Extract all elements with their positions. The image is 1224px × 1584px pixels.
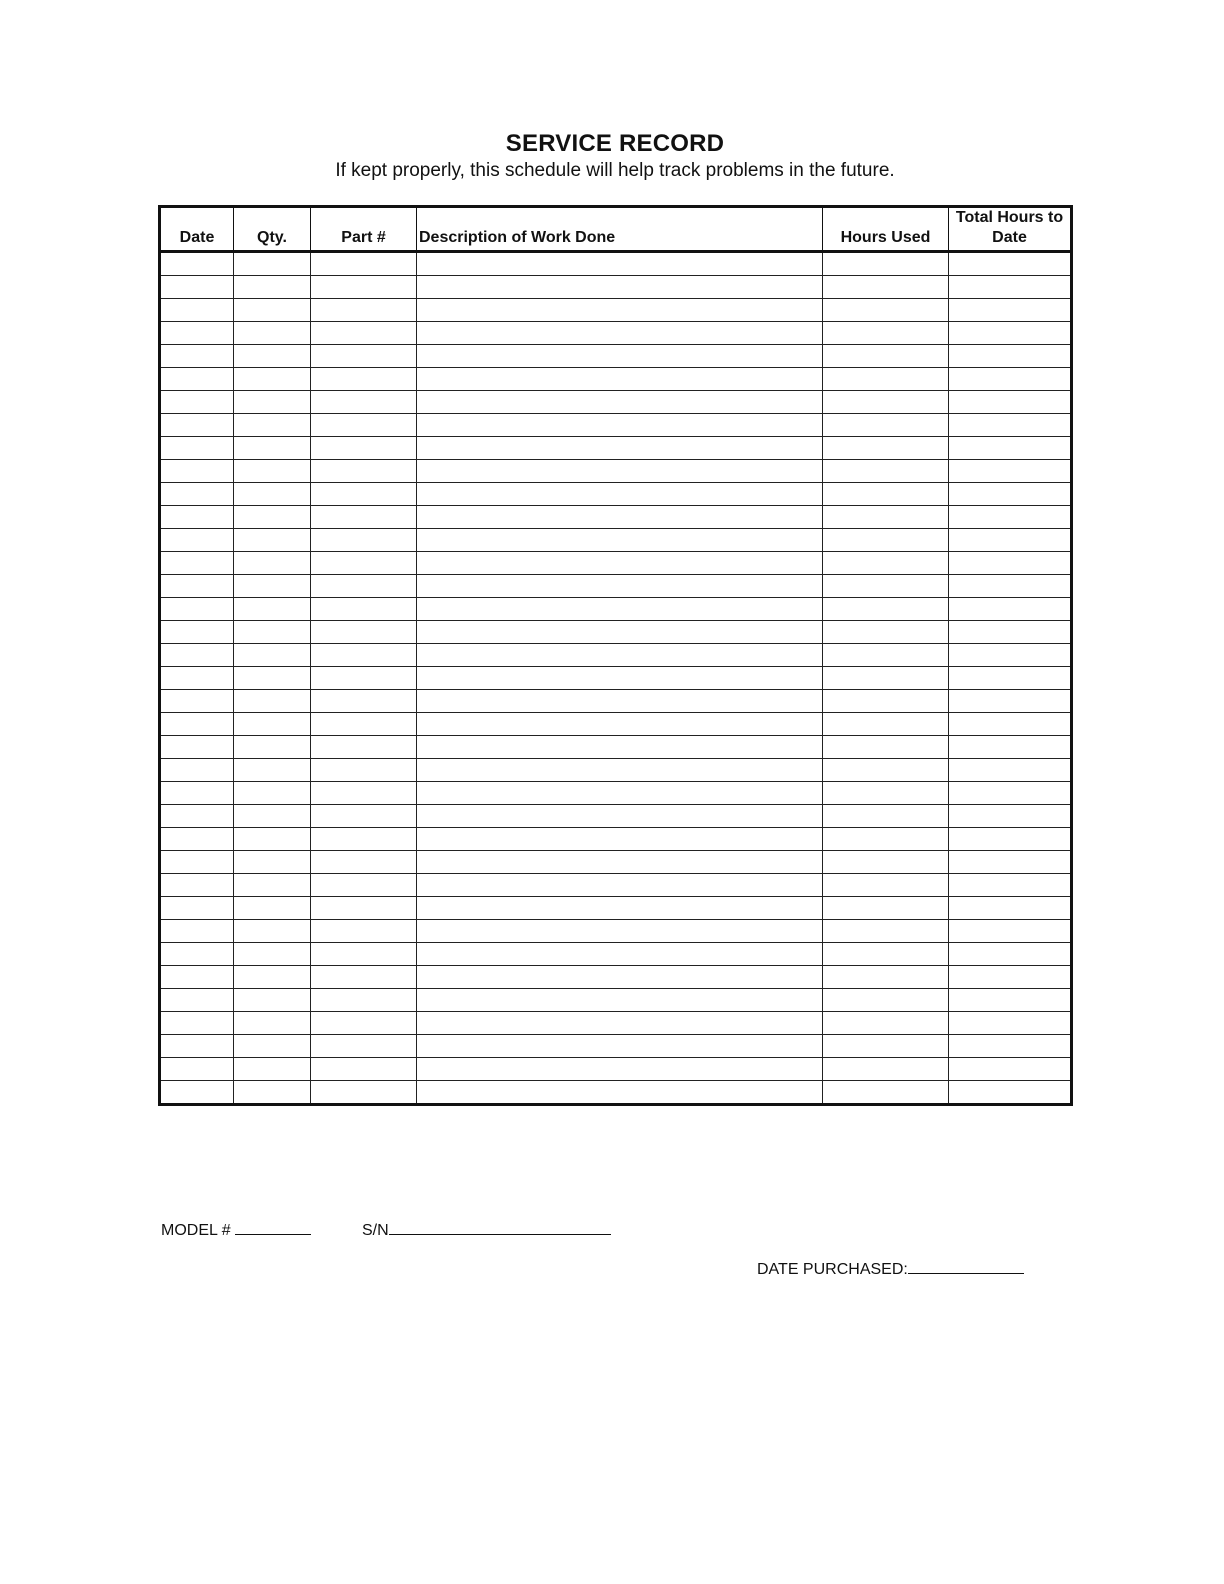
table-cell-total_hours[interactable] bbox=[949, 391, 1072, 414]
table-cell-total_hours[interactable] bbox=[949, 874, 1072, 897]
table-row bbox=[160, 621, 1072, 644]
table-cell-qty[interactable] bbox=[234, 414, 311, 437]
table-cell-qty[interactable] bbox=[234, 506, 311, 529]
table-cell-date[interactable] bbox=[160, 759, 234, 782]
table-cell-total_hours[interactable] bbox=[949, 667, 1072, 690]
table-cell-part[interactable] bbox=[311, 1012, 417, 1035]
table-row bbox=[160, 345, 1072, 368]
table-cell-hours_used[interactable] bbox=[823, 368, 949, 391]
table-row bbox=[160, 506, 1072, 529]
table-row bbox=[160, 736, 1072, 759]
table-cell-hours_used[interactable] bbox=[823, 667, 949, 690]
table-cell-qty[interactable] bbox=[234, 276, 311, 299]
table-cell-total_hours[interactable] bbox=[949, 529, 1072, 552]
table-cell-part[interactable] bbox=[311, 437, 417, 460]
table-row bbox=[160, 667, 1072, 690]
table-cell-part[interactable] bbox=[311, 759, 417, 782]
table-cell-hours_used[interactable] bbox=[823, 345, 949, 368]
table-cell-date[interactable] bbox=[160, 874, 234, 897]
table-cell-date[interactable] bbox=[160, 575, 234, 598]
table-row bbox=[160, 299, 1072, 322]
table-cell-part[interactable] bbox=[311, 690, 417, 713]
table-cell-total_hours[interactable] bbox=[949, 736, 1072, 759]
table-cell-qty[interactable] bbox=[234, 851, 311, 874]
table-cell-qty[interactable] bbox=[234, 1081, 311, 1105]
table-cell-description[interactable] bbox=[417, 276, 823, 299]
table-cell-qty[interactable] bbox=[234, 920, 311, 943]
table-cell-part[interactable] bbox=[311, 460, 417, 483]
date-purchased-label: DATE PURCHASED: bbox=[757, 1261, 908, 1278]
table-header-row bbox=[160, 207, 1072, 252]
table-cell-total_hours[interactable] bbox=[949, 989, 1072, 1012]
table-cell-total_hours[interactable] bbox=[949, 506, 1072, 529]
table-cell-qty[interactable] bbox=[234, 483, 311, 506]
table-cell-part[interactable] bbox=[311, 391, 417, 414]
table-cell-description[interactable] bbox=[417, 252, 823, 276]
table-cell-total_hours[interactable] bbox=[949, 460, 1072, 483]
table-cell-qty[interactable] bbox=[234, 437, 311, 460]
table-cell-total_hours[interactable] bbox=[949, 782, 1072, 805]
table-cell-total_hours[interactable] bbox=[949, 621, 1072, 644]
table-row bbox=[160, 1035, 1072, 1058]
table-cell-hours_used[interactable] bbox=[823, 759, 949, 782]
table-cell-qty[interactable] bbox=[234, 782, 311, 805]
table-cell-total_hours[interactable] bbox=[949, 414, 1072, 437]
table-cell-hours_used[interactable] bbox=[823, 252, 949, 276]
table-cell-hours_used[interactable] bbox=[823, 989, 949, 1012]
table-cell-total_hours[interactable] bbox=[949, 437, 1072, 460]
table-row bbox=[160, 529, 1072, 552]
table-row bbox=[160, 1081, 1072, 1105]
table-cell-date[interactable] bbox=[160, 322, 234, 345]
table-row bbox=[160, 805, 1072, 828]
table-cell-date[interactable] bbox=[160, 598, 234, 621]
table-cell-qty[interactable] bbox=[234, 552, 311, 575]
table-cell-qty[interactable] bbox=[234, 299, 311, 322]
table-cell-part[interactable] bbox=[311, 989, 417, 1012]
table-cell-part[interactable] bbox=[311, 897, 417, 920]
table-row bbox=[160, 920, 1072, 943]
table-cell-part[interactable] bbox=[311, 874, 417, 897]
table-cell-description[interactable] bbox=[417, 989, 823, 1012]
table-cell-qty[interactable] bbox=[234, 874, 311, 897]
table-cell-date[interactable] bbox=[160, 1035, 234, 1058]
column-header-part: Part # bbox=[311, 207, 417, 252]
table-cell-qty[interactable] bbox=[234, 736, 311, 759]
table-cell-description[interactable] bbox=[417, 460, 823, 483]
table-row bbox=[160, 483, 1072, 506]
table-cell-description[interactable] bbox=[417, 414, 823, 437]
table-cell-qty[interactable] bbox=[234, 621, 311, 644]
table-cell-total_hours[interactable] bbox=[949, 276, 1072, 299]
table-cell-qty[interactable] bbox=[234, 713, 311, 736]
table-cell-part[interactable] bbox=[311, 644, 417, 667]
table-cell-hours_used[interactable] bbox=[823, 1081, 949, 1105]
table-cell-part[interactable] bbox=[311, 805, 417, 828]
table-cell-part[interactable] bbox=[311, 736, 417, 759]
table-row bbox=[160, 690, 1072, 713]
table-row bbox=[160, 874, 1072, 897]
table-cell-part[interactable] bbox=[311, 506, 417, 529]
table-cell-part[interactable] bbox=[311, 851, 417, 874]
table-cell-date[interactable] bbox=[160, 943, 234, 966]
table-cell-date[interactable] bbox=[160, 782, 234, 805]
table-cell-date[interactable] bbox=[160, 276, 234, 299]
table-cell-description[interactable] bbox=[417, 345, 823, 368]
form-subtitle: If kept properly, this schedule will help track problems in the future. bbox=[335, 160, 895, 181]
table-cell-date[interactable] bbox=[160, 460, 234, 483]
table-cell-description[interactable] bbox=[417, 713, 823, 736]
table-cell-hours_used[interactable] bbox=[823, 851, 949, 874]
table-row bbox=[160, 368, 1072, 391]
table-cell-part[interactable] bbox=[311, 552, 417, 575]
table-cell-date[interactable] bbox=[160, 736, 234, 759]
table-cell-part[interactable] bbox=[311, 920, 417, 943]
table-cell-description[interactable] bbox=[417, 483, 823, 506]
table-row bbox=[160, 322, 1072, 345]
table-cell-total_hours[interactable] bbox=[949, 552, 1072, 575]
table-cell-hours_used[interactable] bbox=[823, 782, 949, 805]
table-cell-total_hours[interactable] bbox=[949, 690, 1072, 713]
table-cell-total_hours[interactable] bbox=[949, 966, 1072, 989]
table-body bbox=[160, 252, 1072, 1105]
table-cell-part[interactable] bbox=[311, 529, 417, 552]
table-cell-total_hours[interactable] bbox=[949, 299, 1072, 322]
table-cell-total_hours[interactable] bbox=[949, 252, 1072, 276]
table-cell-description[interactable] bbox=[417, 437, 823, 460]
serial-number-input[interactable] bbox=[389, 1220, 611, 1235]
table-cell-hours_used[interactable] bbox=[823, 644, 949, 667]
table-cell-date[interactable] bbox=[160, 966, 234, 989]
table-cell-date[interactable] bbox=[160, 989, 234, 1012]
table-cell-hours_used[interactable] bbox=[823, 276, 949, 299]
table-cell-date[interactable] bbox=[160, 805, 234, 828]
table-cell-description[interactable] bbox=[417, 851, 823, 874]
table-cell-date[interactable] bbox=[160, 828, 234, 851]
table-cell-hours_used[interactable] bbox=[823, 322, 949, 345]
table-cell-description[interactable] bbox=[417, 575, 823, 598]
table-cell-hours_used[interactable] bbox=[823, 690, 949, 713]
table-cell-total_hours[interactable] bbox=[949, 345, 1072, 368]
table-cell-date[interactable] bbox=[160, 1058, 234, 1081]
table-cell-part[interactable] bbox=[311, 483, 417, 506]
table-cell-hours_used[interactable] bbox=[823, 874, 949, 897]
table-cell-date[interactable] bbox=[160, 483, 234, 506]
table-cell-total_hours[interactable] bbox=[949, 575, 1072, 598]
table-cell-qty[interactable] bbox=[234, 575, 311, 598]
date-purchased-input[interactable] bbox=[908, 1259, 1024, 1274]
model-label: MODEL # bbox=[161, 1222, 231, 1239]
table-cell-qty[interactable] bbox=[234, 460, 311, 483]
table-cell-part[interactable] bbox=[311, 966, 417, 989]
table-cell-description[interactable] bbox=[417, 943, 823, 966]
table-row bbox=[160, 391, 1072, 414]
table-cell-hours_used[interactable] bbox=[823, 828, 949, 851]
table-cell-part[interactable] bbox=[311, 621, 417, 644]
table-row bbox=[160, 644, 1072, 667]
table-row bbox=[160, 966, 1072, 989]
table-cell-date[interactable] bbox=[160, 299, 234, 322]
table-cell-part[interactable] bbox=[311, 276, 417, 299]
table-cell-qty[interactable] bbox=[234, 805, 311, 828]
table-row bbox=[160, 598, 1072, 621]
table-cell-date[interactable] bbox=[160, 713, 234, 736]
table-row bbox=[160, 414, 1072, 437]
table-cell-hours_used[interactable] bbox=[823, 598, 949, 621]
table-cell-date[interactable] bbox=[160, 252, 234, 276]
table-cell-date[interactable] bbox=[160, 897, 234, 920]
table-cell-hours_used[interactable] bbox=[823, 552, 949, 575]
table-cell-total_hours[interactable] bbox=[949, 1058, 1072, 1081]
table-cell-description[interactable] bbox=[417, 1081, 823, 1105]
table-row bbox=[160, 713, 1072, 736]
date-purchased-field bbox=[757, 1259, 1024, 1279]
serial-number-label: S/N bbox=[362, 1222, 389, 1239]
table-cell-hours_used[interactable] bbox=[823, 575, 949, 598]
table-cell-qty[interactable] bbox=[234, 391, 311, 414]
table-cell-description[interactable] bbox=[417, 690, 823, 713]
table-cell-date[interactable] bbox=[160, 1012, 234, 1035]
table-cell-description[interactable] bbox=[417, 805, 823, 828]
table-row bbox=[160, 575, 1072, 598]
table-cell-part[interactable] bbox=[311, 828, 417, 851]
table-cell-total_hours[interactable] bbox=[949, 851, 1072, 874]
table-cell-description[interactable] bbox=[417, 920, 823, 943]
table-row bbox=[160, 828, 1072, 851]
table-cell-date[interactable] bbox=[160, 920, 234, 943]
table-cell-date[interactable] bbox=[160, 437, 234, 460]
table-cell-date[interactable] bbox=[160, 368, 234, 391]
table-row bbox=[160, 1058, 1072, 1081]
table-cell-qty[interactable] bbox=[234, 690, 311, 713]
table-cell-hours_used[interactable] bbox=[823, 1035, 949, 1058]
column-header-total-hours: Total Hours to Date bbox=[949, 207, 1072, 252]
table-cell-total_hours[interactable] bbox=[949, 943, 1072, 966]
table-cell-hours_used[interactable] bbox=[823, 920, 949, 943]
table-cell-part[interactable] bbox=[311, 414, 417, 437]
model-input[interactable] bbox=[235, 1220, 311, 1235]
table-cell-date[interactable] bbox=[160, 391, 234, 414]
table-cell-description[interactable] bbox=[417, 644, 823, 667]
table-cell-qty[interactable] bbox=[234, 897, 311, 920]
table-cell-hours_used[interactable] bbox=[823, 460, 949, 483]
table-cell-part[interactable] bbox=[311, 252, 417, 276]
table-cell-qty[interactable] bbox=[234, 598, 311, 621]
table-cell-hours_used[interactable] bbox=[823, 299, 949, 322]
table-cell-date[interactable] bbox=[160, 690, 234, 713]
table-cell-part[interactable] bbox=[311, 368, 417, 391]
table-cell-description[interactable] bbox=[417, 1035, 823, 1058]
table-cell-qty[interactable] bbox=[234, 989, 311, 1012]
table-cell-date[interactable] bbox=[160, 506, 234, 529]
table-row bbox=[160, 552, 1072, 575]
table-cell-hours_used[interactable] bbox=[823, 1012, 949, 1035]
table-cell-total_hours[interactable] bbox=[949, 713, 1072, 736]
table-cell-hours_used[interactable] bbox=[823, 391, 949, 414]
table-cell-date[interactable] bbox=[160, 529, 234, 552]
table-cell-date[interactable] bbox=[160, 345, 234, 368]
table-row bbox=[160, 897, 1072, 920]
table-cell-part[interactable] bbox=[311, 1058, 417, 1081]
table-cell-description[interactable] bbox=[417, 897, 823, 920]
table-cell-qty[interactable] bbox=[234, 322, 311, 345]
form-title: SERVICE RECORD bbox=[505, 130, 725, 157]
table-cell-qty[interactable] bbox=[234, 759, 311, 782]
column-header-qty: Qty. bbox=[234, 207, 311, 252]
table-cell-part[interactable] bbox=[311, 943, 417, 966]
table-cell-date[interactable] bbox=[160, 1081, 234, 1105]
table-cell-total_hours[interactable] bbox=[949, 644, 1072, 667]
table-cell-description[interactable] bbox=[417, 1012, 823, 1035]
table-row bbox=[160, 252, 1072, 276]
table-cell-hours_used[interactable] bbox=[823, 414, 949, 437]
table-cell-description[interactable] bbox=[417, 828, 823, 851]
table-cell-description[interactable] bbox=[417, 874, 823, 897]
table-cell-date[interactable] bbox=[160, 621, 234, 644]
table-cell-description[interactable] bbox=[417, 621, 823, 644]
table-cell-total_hours[interactable] bbox=[949, 805, 1072, 828]
table-cell-qty[interactable] bbox=[234, 345, 311, 368]
table-cell-total_hours[interactable] bbox=[949, 368, 1072, 391]
table-cell-qty[interactable] bbox=[234, 1012, 311, 1035]
table-cell-part[interactable] bbox=[311, 1035, 417, 1058]
table-cell-total_hours[interactable] bbox=[949, 828, 1072, 851]
table-cell-qty[interactable] bbox=[234, 252, 311, 276]
table-cell-description[interactable] bbox=[417, 552, 823, 575]
table-row bbox=[160, 437, 1072, 460]
table-cell-part[interactable] bbox=[311, 598, 417, 621]
table-cell-qty[interactable] bbox=[234, 368, 311, 391]
table-cell-part[interactable] bbox=[311, 782, 417, 805]
table-cell-hours_used[interactable] bbox=[823, 621, 949, 644]
table-cell-total_hours[interactable] bbox=[949, 920, 1072, 943]
table-cell-description[interactable] bbox=[417, 1058, 823, 1081]
model-field bbox=[161, 1220, 311, 1240]
table-cell-part[interactable] bbox=[311, 667, 417, 690]
table-row bbox=[160, 759, 1072, 782]
table-cell-description[interactable] bbox=[417, 299, 823, 322]
service-record-table bbox=[158, 205, 1073, 1106]
table-cell-total_hours[interactable] bbox=[949, 1012, 1072, 1035]
table-cell-description[interactable] bbox=[417, 966, 823, 989]
table-cell-total_hours[interactable] bbox=[949, 598, 1072, 621]
table-cell-description[interactable] bbox=[417, 391, 823, 414]
table-cell-hours_used[interactable] bbox=[823, 713, 949, 736]
table-cell-date[interactable] bbox=[160, 414, 234, 437]
table-cell-hours_used[interactable] bbox=[823, 897, 949, 920]
table-cell-hours_used[interactable] bbox=[823, 966, 949, 989]
table-cell-qty[interactable] bbox=[234, 667, 311, 690]
table-cell-part[interactable] bbox=[311, 575, 417, 598]
table-cell-part[interactable] bbox=[311, 713, 417, 736]
table-cell-total_hours[interactable] bbox=[949, 1035, 1072, 1058]
column-header-hours-used: Hours Used bbox=[823, 207, 949, 252]
table-row bbox=[160, 460, 1072, 483]
table-cell-qty[interactable] bbox=[234, 1058, 311, 1081]
table-row bbox=[160, 1012, 1072, 1035]
table-cell-total_hours[interactable] bbox=[949, 1081, 1072, 1105]
table-cell-description[interactable] bbox=[417, 529, 823, 552]
table-cell-description[interactable] bbox=[417, 322, 823, 345]
column-header-date: Date bbox=[160, 207, 234, 252]
table-cell-hours_used[interactable] bbox=[823, 437, 949, 460]
table-cell-total_hours[interactable] bbox=[949, 322, 1072, 345]
table-cell-description[interactable] bbox=[417, 736, 823, 759]
table-cell-qty[interactable] bbox=[234, 943, 311, 966]
column-header-description: Description of Work Done bbox=[417, 207, 823, 252]
table-cell-total_hours[interactable] bbox=[949, 759, 1072, 782]
table-cell-part[interactable] bbox=[311, 322, 417, 345]
table-cell-description[interactable] bbox=[417, 368, 823, 391]
table-cell-hours_used[interactable] bbox=[823, 805, 949, 828]
table-cell-description[interactable] bbox=[417, 782, 823, 805]
table-cell-part[interactable] bbox=[311, 1081, 417, 1105]
table-cell-hours_used[interactable] bbox=[823, 1058, 949, 1081]
table-row bbox=[160, 989, 1072, 1012]
table-cell-description[interactable] bbox=[417, 506, 823, 529]
table-row bbox=[160, 851, 1072, 874]
table-row bbox=[160, 943, 1072, 966]
table-cell-qty[interactable] bbox=[234, 966, 311, 989]
table-cell-date[interactable] bbox=[160, 667, 234, 690]
table-cell-qty[interactable] bbox=[234, 529, 311, 552]
table-cell-total_hours[interactable] bbox=[949, 483, 1072, 506]
table-cell-hours_used[interactable] bbox=[823, 943, 949, 966]
table-cell-date[interactable] bbox=[160, 552, 234, 575]
table-cell-description[interactable] bbox=[417, 598, 823, 621]
table-cell-description[interactable] bbox=[417, 759, 823, 782]
serial-number-field bbox=[362, 1220, 611, 1240]
table-cell-hours_used[interactable] bbox=[823, 529, 949, 552]
table-cell-hours_used[interactable] bbox=[823, 506, 949, 529]
table-cell-part[interactable] bbox=[311, 345, 417, 368]
table-cell-hours_used[interactable] bbox=[823, 736, 949, 759]
table-cell-part[interactable] bbox=[311, 299, 417, 322]
table-cell-qty[interactable] bbox=[234, 1035, 311, 1058]
table-row bbox=[160, 276, 1072, 299]
table-row bbox=[160, 782, 1072, 805]
table-cell-date[interactable] bbox=[160, 644, 234, 667]
table-cell-hours_used[interactable] bbox=[823, 483, 949, 506]
table-cell-qty[interactable] bbox=[234, 828, 311, 851]
table-cell-total_hours[interactable] bbox=[949, 897, 1072, 920]
table-cell-qty[interactable] bbox=[234, 644, 311, 667]
table-cell-date[interactable] bbox=[160, 851, 234, 874]
table-cell-description[interactable] bbox=[417, 667, 823, 690]
